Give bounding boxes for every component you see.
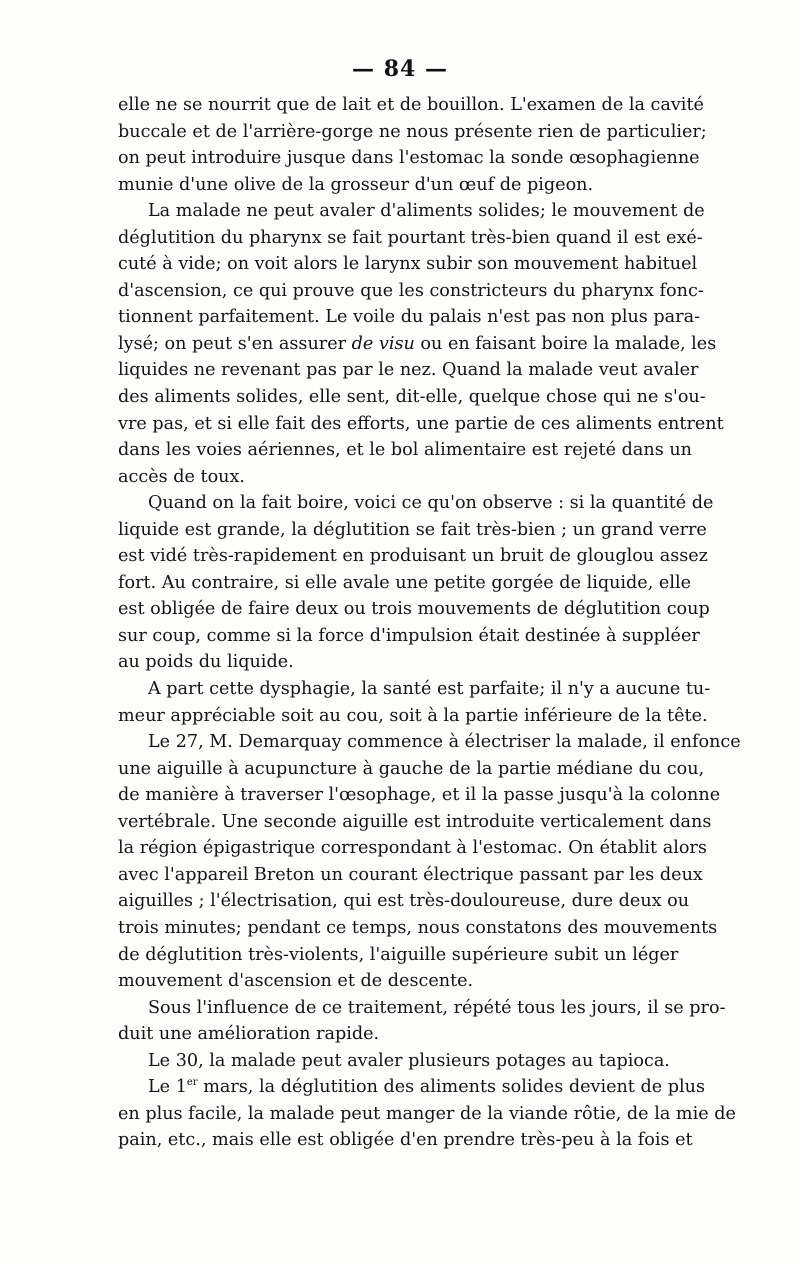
text-line: meur appréciable soit au cou, soit à la partie inférieure de la tête.	[118, 705, 708, 726]
text-line: cuté à vide; on voit alors le larynx subir son mouvement habituel	[118, 254, 698, 275]
text-fragment: mars, la déglutition des aliments solides devient de plus	[203, 1077, 705, 1098]
text-line: Le 27, M. Demarquay commence à électriser la malade, il enfonce	[148, 732, 741, 753]
text-line: trois minutes; pendant ce temps, nous constatons des mouvements	[118, 917, 718, 938]
text-line: munie d'une olive de la grosseur d'un œuf de pigeon.	[118, 174, 594, 195]
text-line: Quand on la fait boire, voici ce qu'on observe : si la quantité de	[148, 493, 714, 514]
text-line: une aiguille à acupuncture à gauche de la partie médiane du cou,	[118, 758, 705, 779]
text-line: est obligée de faire deux ou trois mouvements de déglutition coup	[118, 599, 710, 620]
page-number: — 84 —	[352, 56, 448, 82]
text-line: est vidé très-rapidement en produisant un bruit de glouglou assez	[118, 546, 708, 567]
text-line: pain, etc., mais elle est obligée d'en prendre très-peu à la fois et	[118, 1130, 693, 1151]
text-line: liquides ne revenant pas par le nez. Quand la malade veut avaler	[118, 360, 699, 381]
text-line-date	[118, 1074, 705, 1101]
text-line: de déglutition très-violents, l'aiguille supérieure subit un léger	[118, 944, 679, 965]
body-text	[118, 92, 741, 1154]
text-line: Le 30, la malade peut avaler plusieurs potages au tapioca.	[148, 1050, 670, 1071]
text-line: de manière à traverser l'œsophage, et il la passe jusqu'à la colonne	[118, 785, 721, 806]
text-line: dans les voies aériennes, et le bol alimentaire est rejeté dans un	[118, 440, 692, 461]
text-line: fort. Au contraire, si elle avale une petite gorgée de liquide, elle	[118, 572, 691, 593]
text-line: tionnent parfaitement. Le voile du palais n'est pas non plus para-	[118, 307, 701, 328]
text-line: accès de toux.	[118, 466, 246, 487]
text-line: A part cette dysphagie, la santé est parfaite; il n'y a aucune tu-	[148, 679, 711, 700]
text-line: au poids du liquide.	[118, 652, 294, 673]
text-line: duit une amélioration rapide.	[118, 1024, 380, 1045]
text-line: mouvement d'ascension et de descente.	[118, 971, 474, 992]
text-line-italic	[118, 331, 717, 358]
ordinal-superscript: er	[186, 1077, 198, 1089]
text-line: d'ascension, ce qui prouve que les constricteurs du pharynx fonc-	[118, 280, 704, 301]
text-line: avec l'appareil Breton un courant électrique passant par les deux	[118, 864, 703, 885]
text-line: la région épigastrique correspondant à l'estomac. On établit alors	[118, 838, 707, 859]
text-line: déglutition du pharynx se fait pourtant très-bien quand il est exé-	[118, 227, 703, 248]
text-line: des aliments solides, elle sent, dit-elle, quelque chose qui ne s'ou-	[118, 387, 706, 408]
text-line: La malade ne peut avaler d'aliments solides; le mouvement de	[148, 201, 705, 222]
text-line: elle ne se nourrit que de lait et de bouillon. L'examen de la cavité	[118, 95, 704, 115]
text-line: sur coup, comme si la force d'impulsion était destinée à suppléer	[118, 625, 700, 646]
text-fragment: lysé; on peut s'en assurer	[118, 333, 347, 354]
text-line: on peut introduire jusque dans l'estomac la sonde œsophagienne	[118, 148, 700, 169]
text-fragment: Le 1	[148, 1077, 187, 1098]
text-line: buccale et de l'arrière-gorge ne nous présente rien de particulier;	[118, 121, 707, 142]
text-line: vre pas, et si elle fait des efforts, une partie de ces aliments entrent	[118, 413, 724, 434]
text-fragment: ou en faisant boire la malade, les	[420, 333, 717, 354]
italic-phrase: de visu	[351, 333, 415, 354]
text-line: liquide est grande, la déglutition se fait très-bien ; un grand verre	[118, 519, 707, 540]
text-line: en plus facile, la malade peut manger de la viande rôtie, de la mie de	[118, 1103, 736, 1124]
text-line: Sous l'influence de ce traitement, répété tous les jours, il se pro-	[148, 997, 726, 1018]
text-line: aiguilles ; l'électrisation, qui est très-douloureuse, dure deux ou	[118, 891, 690, 912]
text-line: vertébrale. Une seconde aiguille est introduite verticalement dans	[118, 811, 712, 832]
